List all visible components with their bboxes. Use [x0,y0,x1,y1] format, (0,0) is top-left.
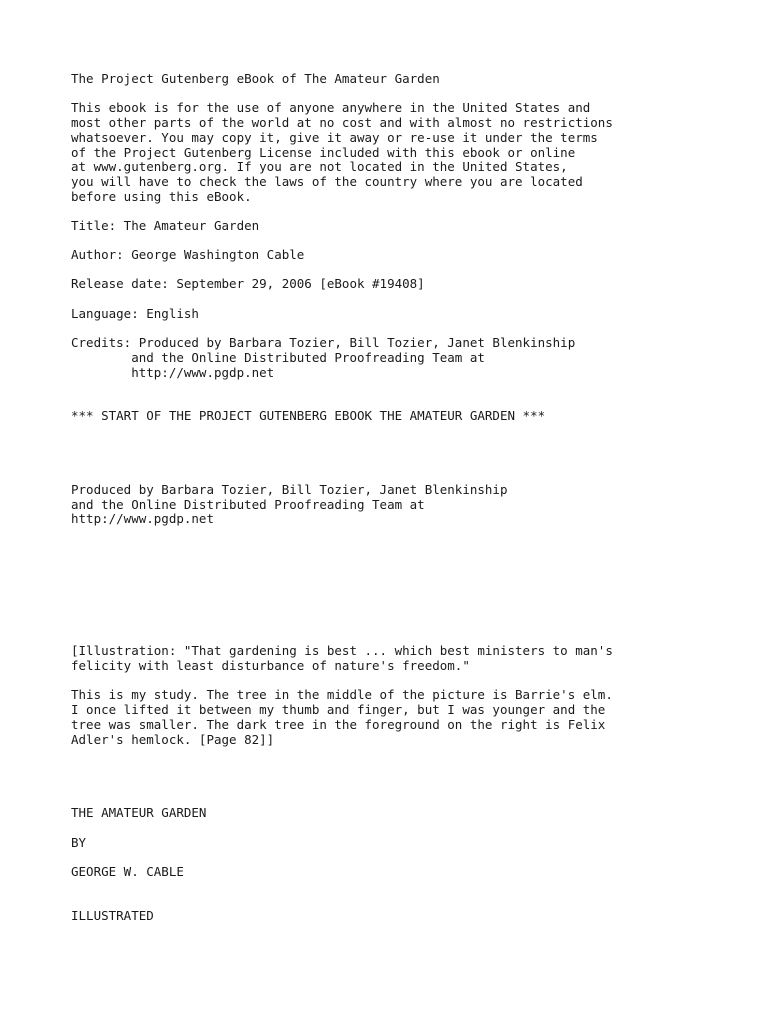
produced-by-line: http://www.pgdp.net [71,511,214,526]
credits-line: Credits: Produced by Barbara Tozier, Bill Tozier, Janet Blenkinship [71,335,576,350]
license-line: whatsoever. You may copy it, give it away or re-use it under the terms [71,130,598,145]
metadata-author: Author: George Washington Cable [71,247,305,262]
produced-by-line: and the Online Distributed Proofreading Team at [71,497,425,512]
license-line: This ebook is for the use of anyone anywhere in the United States and [71,100,591,115]
metadata-release-date: Release date: September 29, 2006 [eBook #19408] [71,276,425,291]
credits-line: http://www.pgdp.net [71,365,275,380]
license-line: most other parts of the world at no cost and with almost no restrictions [71,115,613,130]
license-line: before using this eBook. [71,189,252,204]
produced-by-line: Produced by Barbara Tozier, Bill Tozier, Janet Blenkinship [71,482,508,497]
metadata-language: Language: English [71,306,199,321]
illustrated-label: ILLUSTRATED [71,908,154,923]
license-line: of the Project Gutenberg License included with this ebook or online [71,145,576,160]
caption-line: felicity with least disturbance of nature's freedom." [71,658,470,673]
by-line: BY [71,835,87,850]
start-marker: *** START OF THE PROJECT GUTENBERG EBOOK THE AMATEUR GARDEN *** [71,408,546,423]
description-line: I once lifted it between my thumb and finger, but I was younger and the [71,702,606,717]
book-title: THE AMATEUR GARDEN [71,805,207,820]
description-line: Adler's hemlock. [Page 82]] [71,732,275,747]
caption-line: [Illustration: "That gardening is best ... which best ministers to man's [71,643,613,658]
license-line: at www.gutenberg.org. If you are not located in the United States, [71,159,568,174]
book-author: GEORGE W. CABLE [71,864,184,879]
ebook-title-line: The Project Gutenberg eBook of The Amateur Garden [71,71,440,86]
description-line: This is my study. The tree in the middle of the picture is Barrie's elm. [71,687,613,702]
credits-line: and the Online Distributed Proofreading Team at [71,350,485,365]
license-line: you will have to check the laws of the country where you are located [71,174,583,189]
description-line: tree was smaller. The dark tree in the foreground on the right is Felix [71,717,606,732]
metadata-title: Title: The Amateur Garden [71,218,260,233]
